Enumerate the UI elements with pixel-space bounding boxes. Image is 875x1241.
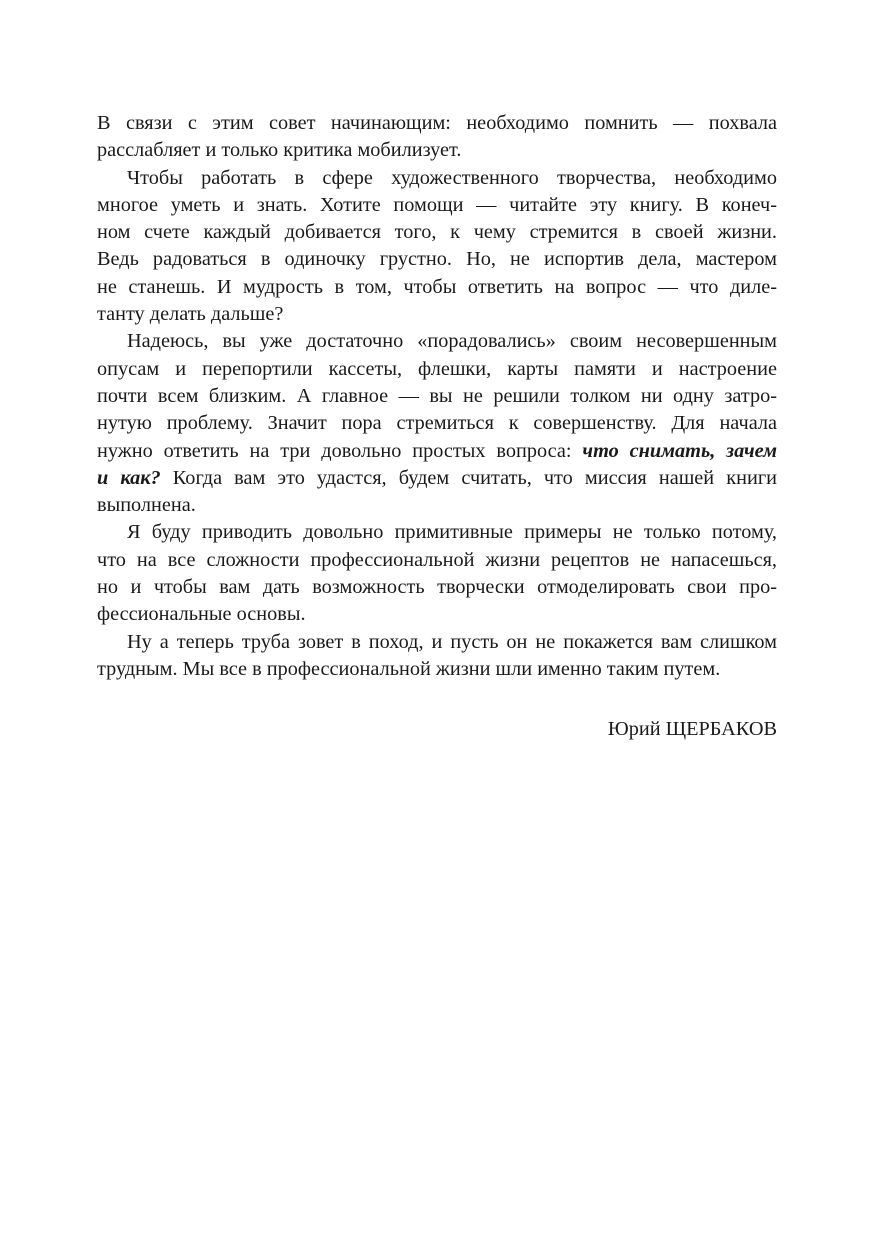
paragraph-1	[97, 110, 777, 165]
text-line: В связи с этим совет начинающим: необходимо помнить — похвала	[97, 112, 777, 134]
text-run: Когда вам это удастся, будем считать, что миссия нашей книги	[160, 466, 777, 489]
text-line: фессиональные основы.	[97, 603, 306, 626]
paragraph-3	[97, 328, 777, 519]
emphasis-text: что снимать, зачем	[582, 439, 777, 462]
text-line: многое уметь и знать. Хотите помощи — читайте эту книгу. В конеч-	[97, 193, 777, 216]
text-line: Чтобы работать в сфере художественного творчества, необходимо	[127, 166, 777, 189]
text-line: Ну а теперь труба зовет в поход, и пусть он не покажется вам слишком	[127, 630, 777, 653]
paragraph-2	[97, 165, 777, 329]
text-line: но и чтобы вам дать возможность творчески отмоделировать свои про-	[97, 576, 777, 599]
text-line	[97, 465, 777, 492]
page-body	[97, 110, 777, 683]
text-line: ном счете каждый добивается того, к чему стремится в своей жизни.	[97, 221, 777, 244]
text-line: танту делать дальше?	[97, 303, 284, 326]
text-line: почти всем близким. А главное — вы не решили толком ни одну затро-	[97, 384, 777, 407]
text-line: не станешь. И мудрость в том, чтобы ответить на вопрос — что диле-	[97, 275, 777, 298]
paragraph-4	[97, 519, 777, 628]
text-line: что на все сложности профессиональной жизни рецептов не напасешься,	[97, 548, 777, 571]
text-line	[97, 438, 777, 465]
text-line: опусам и перепортили кассеты, флешки, карты памяти и настроение	[97, 357, 777, 380]
text-line: расслабляет и только критика мобилизует.	[97, 139, 462, 162]
text-line: трудным. Мы все в профессиональной жизни шли именно таким путем.	[97, 657, 721, 680]
text-line: Я буду приводить довольно примитивные примеры не только потому,	[127, 521, 777, 544]
text-line: выполнена.	[97, 494, 196, 517]
author-signature: Юрий ЩЕРБАКОВ	[607, 718, 777, 740]
emphasis-text: и как?	[97, 466, 161, 489]
paragraph-5	[97, 629, 777, 684]
text-run: нужно ответить на три довольно простых вопроса:	[97, 439, 583, 462]
text-line: Надеюсь, вы уже достаточно «порадовались» своим несовершенным	[127, 330, 777, 353]
text-line: нутую проблему. Значит пора стремиться к совершенству. Для начала	[97, 412, 777, 435]
text-line: Ведь радоваться в одиночку грустно. Но, не испортив дела, мастером	[97, 248, 777, 271]
